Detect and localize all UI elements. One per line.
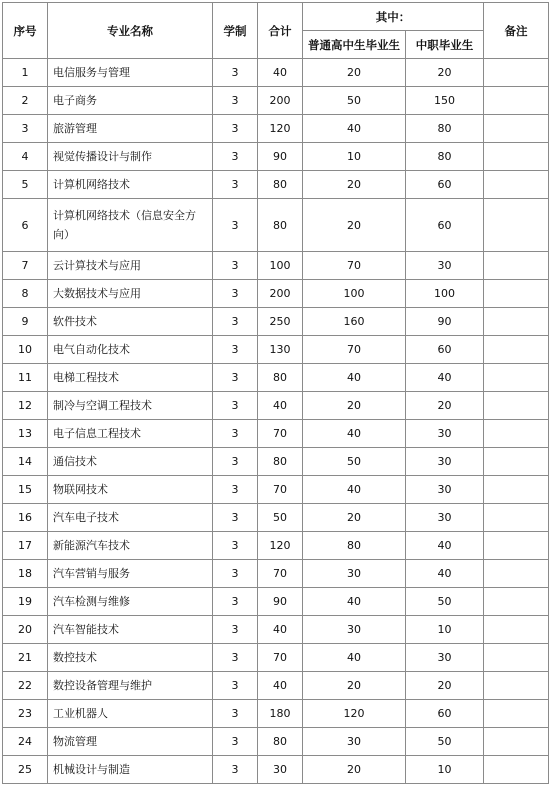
cell-vocational: 50 bbox=[406, 728, 484, 756]
cell-years: 3 bbox=[213, 420, 258, 448]
cell-name: 视觉传播设计与制作 bbox=[48, 143, 213, 171]
cell-index: 12 bbox=[3, 392, 48, 420]
cell-high-school: 100 bbox=[303, 280, 406, 308]
cell-vocational: 60 bbox=[406, 700, 484, 728]
cell-total: 70 bbox=[258, 644, 303, 672]
cell-remark bbox=[484, 644, 549, 672]
cell-vocational: 150 bbox=[406, 87, 484, 115]
table-row bbox=[3, 672, 549, 700]
cell-vocational: 30 bbox=[406, 448, 484, 476]
table-row bbox=[3, 476, 549, 504]
cell-total: 80 bbox=[258, 199, 303, 252]
cell-name: 计算机网络技术（信息安全方向） bbox=[48, 199, 213, 252]
cell-total: 80 bbox=[258, 364, 303, 392]
cell-high-school: 40 bbox=[303, 420, 406, 448]
cell-total: 70 bbox=[258, 476, 303, 504]
cell-remark bbox=[484, 700, 549, 728]
cell-index: 1 bbox=[3, 59, 48, 87]
cell-high-school: 120 bbox=[303, 700, 406, 728]
header-years: 学制 bbox=[213, 3, 258, 59]
cell-total: 30 bbox=[258, 756, 303, 784]
cell-name: 机械设计与制造 bbox=[48, 756, 213, 784]
cell-total: 40 bbox=[258, 672, 303, 700]
cell-remark bbox=[484, 532, 549, 560]
cell-name: 电子信息工程技术 bbox=[48, 420, 213, 448]
cell-vocational: 10 bbox=[406, 756, 484, 784]
cell-high-school: 80 bbox=[303, 532, 406, 560]
table-row bbox=[3, 336, 549, 364]
cell-vocational: 20 bbox=[406, 392, 484, 420]
cell-high-school: 40 bbox=[303, 115, 406, 143]
cell-total: 40 bbox=[258, 392, 303, 420]
cell-index: 17 bbox=[3, 532, 48, 560]
cell-high-school: 20 bbox=[303, 59, 406, 87]
cell-index: 16 bbox=[3, 504, 48, 532]
cell-years: 3 bbox=[213, 672, 258, 700]
cell-remark bbox=[484, 87, 549, 115]
cell-remark bbox=[484, 728, 549, 756]
cell-name: 汽车检测与维修 bbox=[48, 588, 213, 616]
table-row bbox=[3, 308, 549, 336]
cell-vocational: 40 bbox=[406, 560, 484, 588]
cell-remark bbox=[484, 672, 549, 700]
cell-name: 数控设备管理与维护 bbox=[48, 672, 213, 700]
cell-name: 物联网技术 bbox=[48, 476, 213, 504]
cell-index: 23 bbox=[3, 700, 48, 728]
table-row bbox=[3, 143, 549, 171]
cell-high-school: 50 bbox=[303, 448, 406, 476]
cell-years: 3 bbox=[213, 143, 258, 171]
cell-vocational: 10 bbox=[406, 616, 484, 644]
cell-high-school: 30 bbox=[303, 560, 406, 588]
cell-remark bbox=[484, 252, 549, 280]
cell-index: 15 bbox=[3, 476, 48, 504]
cell-index: 21 bbox=[3, 644, 48, 672]
cell-total: 130 bbox=[258, 336, 303, 364]
table-row bbox=[3, 504, 549, 532]
cell-years: 3 bbox=[213, 560, 258, 588]
cell-years: 3 bbox=[213, 728, 258, 756]
table-row bbox=[3, 448, 549, 476]
cell-remark bbox=[484, 143, 549, 171]
cell-remark bbox=[484, 171, 549, 199]
cell-remark bbox=[484, 560, 549, 588]
table-row bbox=[3, 171, 549, 199]
cell-name: 电气自动化技术 bbox=[48, 336, 213, 364]
cell-high-school: 40 bbox=[303, 588, 406, 616]
cell-index: 24 bbox=[3, 728, 48, 756]
cell-name: 汽车营销与服务 bbox=[48, 560, 213, 588]
cell-high-school: 160 bbox=[303, 308, 406, 336]
header-name: 专业名称 bbox=[48, 3, 213, 59]
cell-years: 3 bbox=[213, 59, 258, 87]
header-index: 序号 bbox=[3, 3, 48, 59]
cell-remark bbox=[484, 756, 549, 784]
cell-name: 汽车智能技术 bbox=[48, 616, 213, 644]
table-row bbox=[3, 59, 549, 87]
cell-index: 25 bbox=[3, 756, 48, 784]
cell-name: 电梯工程技术 bbox=[48, 364, 213, 392]
cell-total: 90 bbox=[258, 143, 303, 171]
table-row bbox=[3, 588, 549, 616]
cell-total: 180 bbox=[258, 700, 303, 728]
header-vocational: 中职毕业生 bbox=[406, 31, 484, 59]
cell-total: 80 bbox=[258, 448, 303, 476]
cell-total: 70 bbox=[258, 560, 303, 588]
cell-years: 3 bbox=[213, 308, 258, 336]
cell-years: 3 bbox=[213, 115, 258, 143]
cell-index: 5 bbox=[3, 171, 48, 199]
cell-name: 汽车电子技术 bbox=[48, 504, 213, 532]
header-total: 合计 bbox=[258, 3, 303, 59]
cell-name: 新能源汽车技术 bbox=[48, 532, 213, 560]
table-row bbox=[3, 420, 549, 448]
cell-total: 90 bbox=[258, 588, 303, 616]
cell-vocational: 100 bbox=[406, 280, 484, 308]
table-row bbox=[3, 252, 549, 280]
header-high-school: 普通高中生毕业生 bbox=[303, 31, 406, 59]
cell-total: 100 bbox=[258, 252, 303, 280]
cell-index: 6 bbox=[3, 199, 48, 252]
cell-high-school: 30 bbox=[303, 616, 406, 644]
cell-vocational: 40 bbox=[406, 532, 484, 560]
cell-years: 3 bbox=[213, 616, 258, 644]
cell-vocational: 50 bbox=[406, 588, 484, 616]
cell-remark bbox=[484, 616, 549, 644]
cell-total: 50 bbox=[258, 504, 303, 532]
cell-high-school: 20 bbox=[303, 392, 406, 420]
cell-remark bbox=[484, 588, 549, 616]
cell-vocational: 30 bbox=[406, 644, 484, 672]
cell-vocational: 80 bbox=[406, 115, 484, 143]
cell-remark bbox=[484, 476, 549, 504]
cell-high-school: 30 bbox=[303, 728, 406, 756]
table-row bbox=[3, 115, 549, 143]
cell-remark bbox=[484, 448, 549, 476]
cell-years: 3 bbox=[213, 700, 258, 728]
cell-remark bbox=[484, 280, 549, 308]
table-row bbox=[3, 644, 549, 672]
cell-high-school: 20 bbox=[303, 504, 406, 532]
cell-high-school: 70 bbox=[303, 336, 406, 364]
table-row bbox=[3, 756, 549, 784]
cell-total: 200 bbox=[258, 87, 303, 115]
table-row bbox=[3, 199, 549, 252]
cell-years: 3 bbox=[213, 199, 258, 252]
cell-vocational: 80 bbox=[406, 143, 484, 171]
cell-total: 40 bbox=[258, 616, 303, 644]
cell-name: 旅游管理 bbox=[48, 115, 213, 143]
cell-index: 13 bbox=[3, 420, 48, 448]
cell-name: 计算机网络技术 bbox=[48, 171, 213, 199]
cell-vocational: 60 bbox=[406, 336, 484, 364]
cell-index: 19 bbox=[3, 588, 48, 616]
cell-high-school: 20 bbox=[303, 672, 406, 700]
cell-name: 物流管理 bbox=[48, 728, 213, 756]
cell-years: 3 bbox=[213, 336, 258, 364]
cell-high-school: 40 bbox=[303, 644, 406, 672]
cell-index: 8 bbox=[3, 280, 48, 308]
cell-remark bbox=[484, 59, 549, 87]
header-remarks: 备注 bbox=[484, 3, 549, 59]
cell-remark bbox=[484, 336, 549, 364]
cell-name: 电信服务与管理 bbox=[48, 59, 213, 87]
table-row bbox=[3, 616, 549, 644]
cell-total: 250 bbox=[258, 308, 303, 336]
cell-vocational: 30 bbox=[406, 252, 484, 280]
table-row bbox=[3, 700, 549, 728]
cell-remark bbox=[484, 199, 549, 252]
cell-index: 18 bbox=[3, 560, 48, 588]
cell-years: 3 bbox=[213, 644, 258, 672]
table-row bbox=[3, 280, 549, 308]
cell-years: 3 bbox=[213, 87, 258, 115]
table-row bbox=[3, 364, 549, 392]
cell-name: 通信技术 bbox=[48, 448, 213, 476]
cell-years: 3 bbox=[213, 532, 258, 560]
cell-years: 3 bbox=[213, 280, 258, 308]
cell-name: 电子商务 bbox=[48, 87, 213, 115]
cell-vocational: 60 bbox=[406, 171, 484, 199]
cell-high-school: 70 bbox=[303, 252, 406, 280]
cell-remark bbox=[484, 115, 549, 143]
cell-years: 3 bbox=[213, 252, 258, 280]
cell-index: 22 bbox=[3, 672, 48, 700]
cell-index: 11 bbox=[3, 364, 48, 392]
cell-high-school: 20 bbox=[303, 756, 406, 784]
cell-vocational: 30 bbox=[406, 504, 484, 532]
cell-total: 40 bbox=[258, 59, 303, 87]
cell-years: 3 bbox=[213, 504, 258, 532]
cell-name: 工业机器人 bbox=[48, 700, 213, 728]
cell-name: 数控技术 bbox=[48, 644, 213, 672]
header-group: 其中： bbox=[303, 3, 484, 31]
cell-vocational: 40 bbox=[406, 364, 484, 392]
cell-remark bbox=[484, 420, 549, 448]
cell-remark bbox=[484, 504, 549, 532]
cell-remark bbox=[484, 308, 549, 336]
cell-vocational: 20 bbox=[406, 672, 484, 700]
table-row bbox=[3, 392, 549, 420]
cell-vocational: 30 bbox=[406, 420, 484, 448]
cell-years: 3 bbox=[213, 588, 258, 616]
cell-name: 云计算技术与应用 bbox=[48, 252, 213, 280]
cell-total: 200 bbox=[258, 280, 303, 308]
cell-name: 制冷与空调工程技术 bbox=[48, 392, 213, 420]
cell-index: 4 bbox=[3, 143, 48, 171]
cell-total: 80 bbox=[258, 171, 303, 199]
cell-years: 3 bbox=[213, 448, 258, 476]
cell-years: 3 bbox=[213, 364, 258, 392]
cell-total: 120 bbox=[258, 115, 303, 143]
cell-index: 20 bbox=[3, 616, 48, 644]
cell-vocational: 90 bbox=[406, 308, 484, 336]
cell-name: 大数据技术与应用 bbox=[48, 280, 213, 308]
table-row bbox=[3, 560, 549, 588]
cell-index: 14 bbox=[3, 448, 48, 476]
cell-high-school: 40 bbox=[303, 364, 406, 392]
cell-high-school: 40 bbox=[303, 476, 406, 504]
cell-years: 3 bbox=[213, 756, 258, 784]
table-row bbox=[3, 87, 549, 115]
table-row bbox=[3, 532, 549, 560]
cell-index: 9 bbox=[3, 308, 48, 336]
cell-high-school: 20 bbox=[303, 199, 406, 252]
cell-vocational: 30 bbox=[406, 476, 484, 504]
cell-years: 3 bbox=[213, 171, 258, 199]
table-row bbox=[3, 728, 549, 756]
cell-total: 80 bbox=[258, 728, 303, 756]
cell-total: 120 bbox=[258, 532, 303, 560]
header-row-top bbox=[3, 3, 549, 31]
cell-remark bbox=[484, 392, 549, 420]
table-body bbox=[3, 59, 549, 784]
cell-index: 3 bbox=[3, 115, 48, 143]
cell-high-school: 50 bbox=[303, 87, 406, 115]
cell-vocational: 20 bbox=[406, 59, 484, 87]
enrollment-plan-table bbox=[2, 2, 549, 784]
cell-remark bbox=[484, 364, 549, 392]
cell-years: 3 bbox=[213, 392, 258, 420]
cell-index: 10 bbox=[3, 336, 48, 364]
cell-index: 2 bbox=[3, 87, 48, 115]
cell-index: 7 bbox=[3, 252, 48, 280]
cell-years: 3 bbox=[213, 476, 258, 504]
cell-high-school: 10 bbox=[303, 143, 406, 171]
cell-total: 70 bbox=[258, 420, 303, 448]
cell-high-school: 20 bbox=[303, 171, 406, 199]
cell-vocational: 60 bbox=[406, 199, 484, 252]
cell-name: 软件技术 bbox=[48, 308, 213, 336]
